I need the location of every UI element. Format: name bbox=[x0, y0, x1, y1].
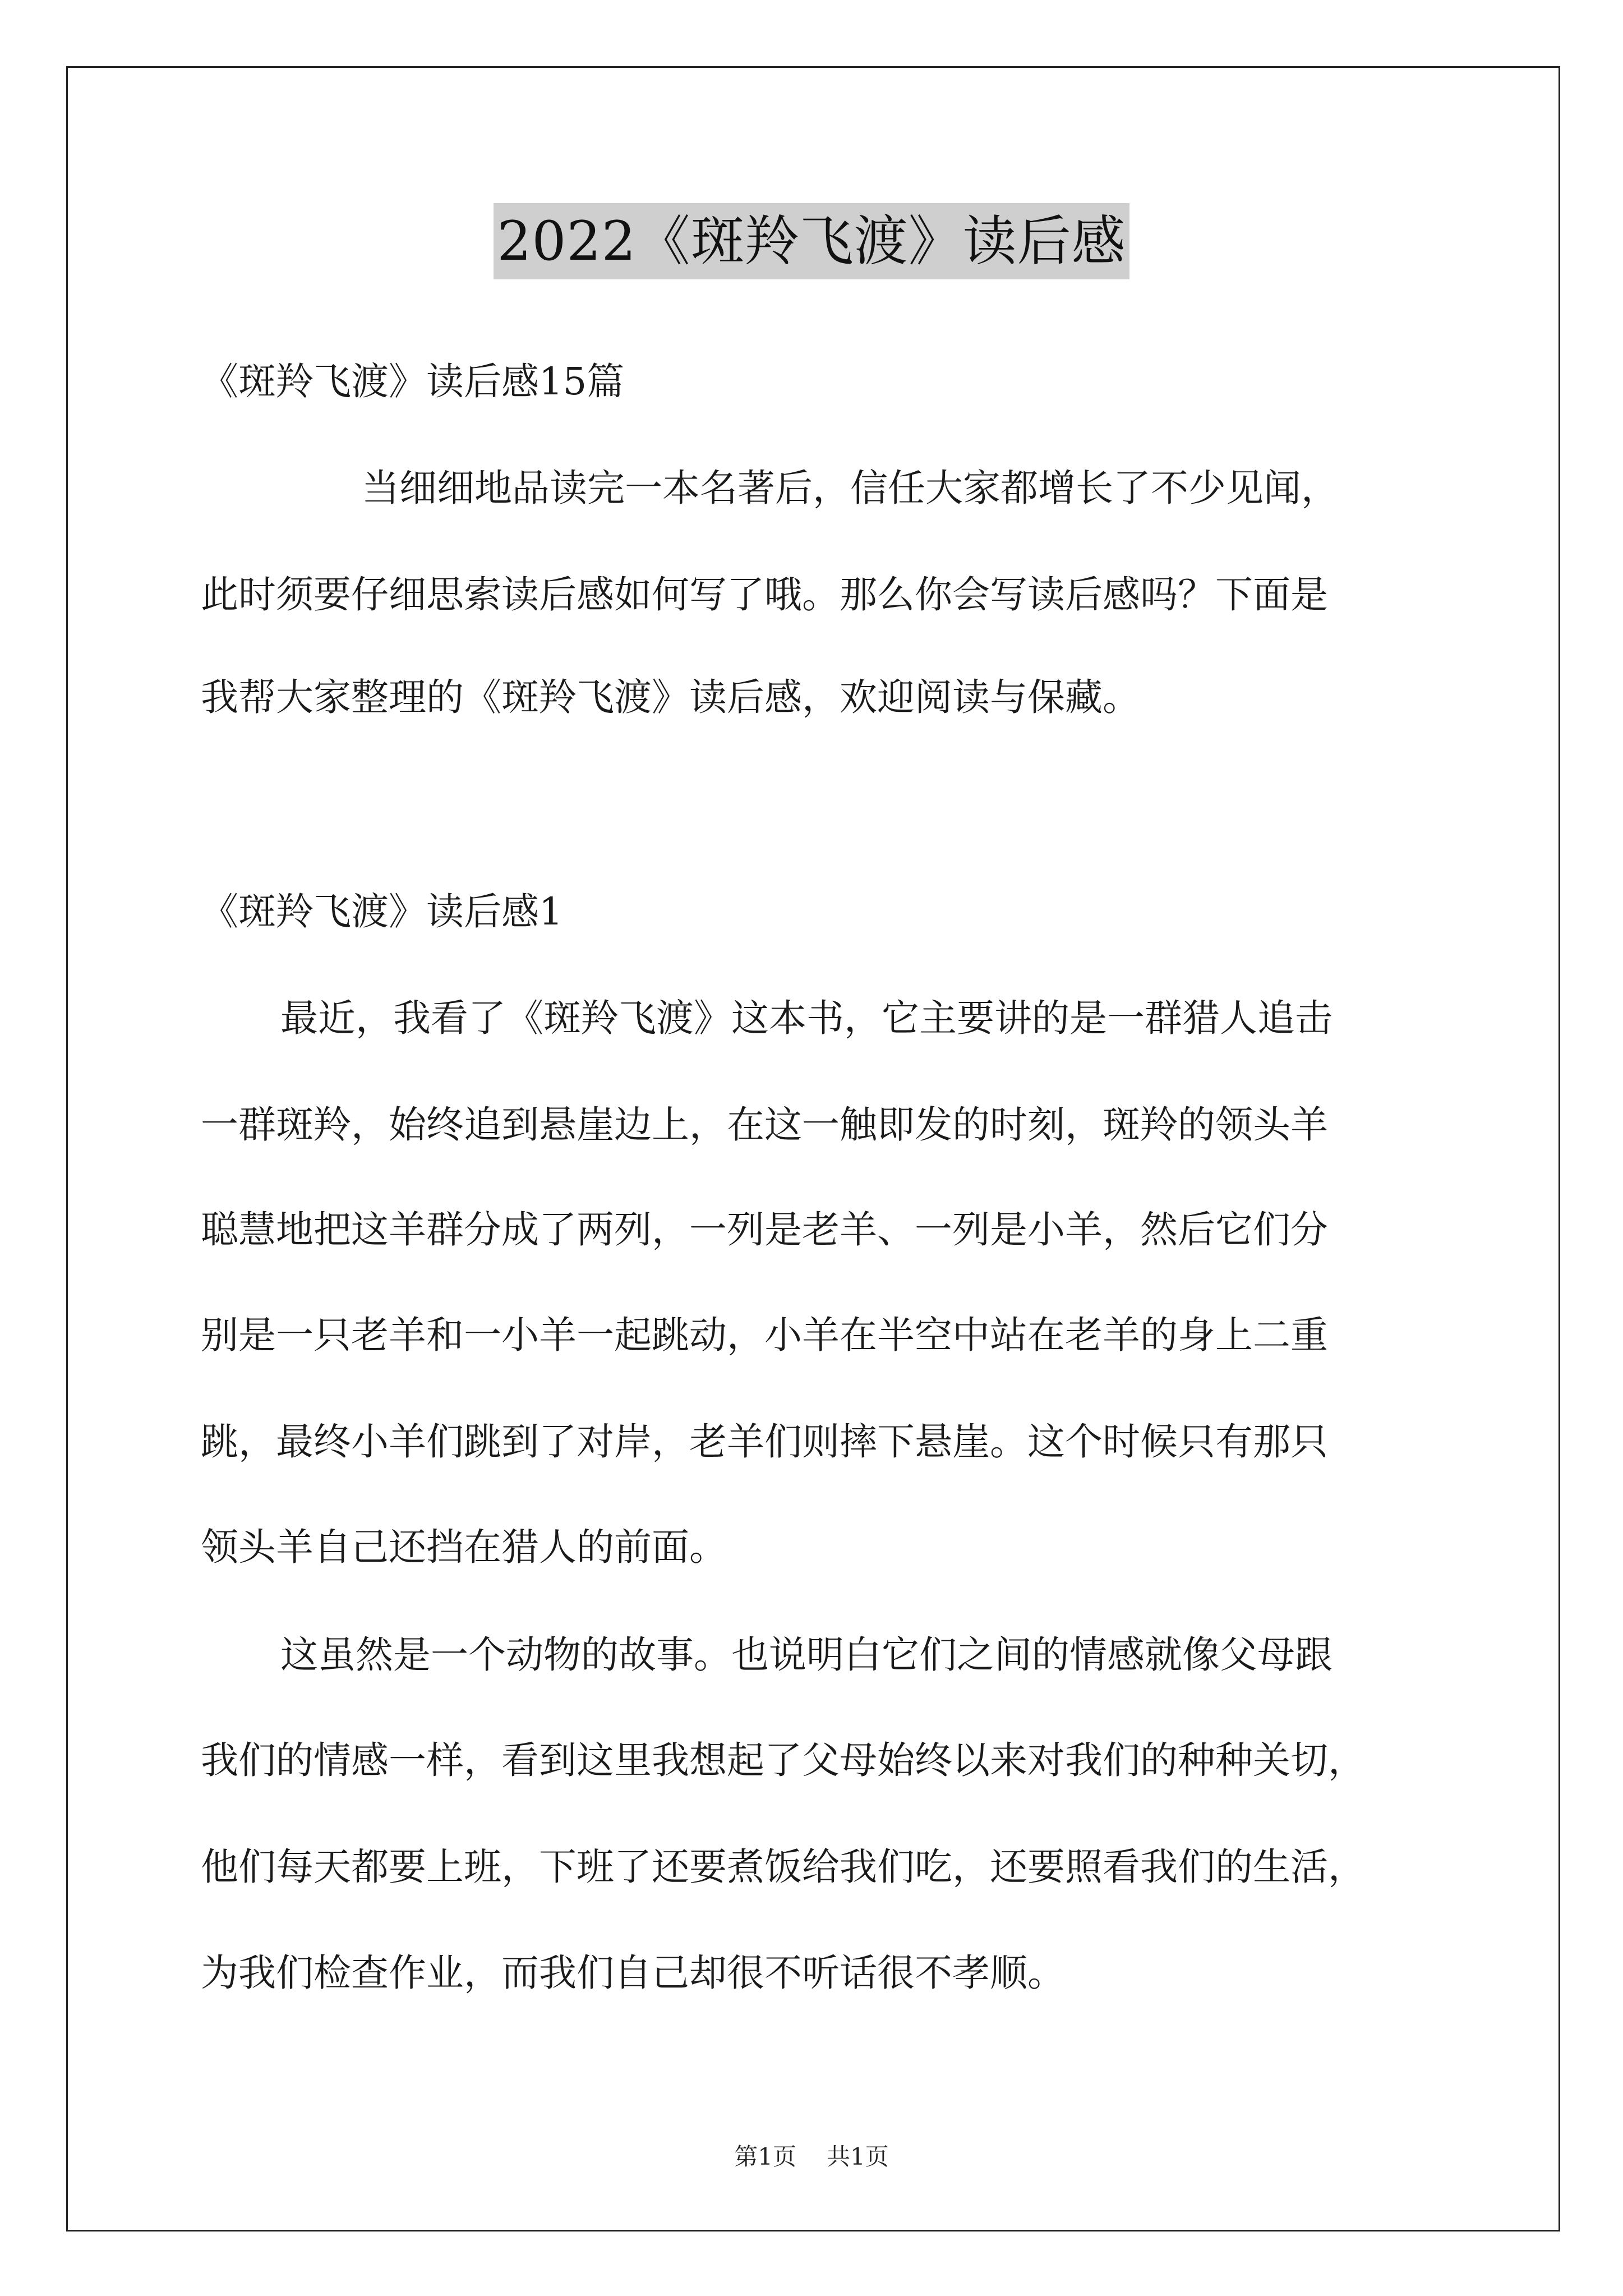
paragraph-line: 领头羊自己还挡在猎人的前面。 bbox=[201, 1525, 727, 1569]
document-title: 2022《斑羚飞渡》读后感 bbox=[494, 203, 1129, 279]
paragraph-line: 这虽然是一个动物的故事。也说明白它们之间的情感就像父母跟 bbox=[280, 1633, 1332, 1677]
intro-line: 我帮大家整理的《斑羚飞渡》读后感，欢迎阅读与保藏。 bbox=[201, 675, 1140, 719]
section-heading: 《斑羚飞渡》读后感1 bbox=[201, 890, 563, 933]
paragraph-line: 跳，最终小羊们跳到了对岸，老羊们则摔下悬崖。这个时候只有那只 bbox=[201, 1420, 1328, 1464]
intro-line: 此时须要仔细思索读后感如何写了哦。那么你会写读后感吗？下面是 bbox=[201, 573, 1328, 616]
paragraph-line: 我们的情感一样，看到这里我想起了父母始终以来对我们的种种关切， bbox=[201, 1738, 1366, 1782]
page-total: 共1页 bbox=[827, 2143, 889, 2170]
title-container bbox=[0, 203, 1623, 279]
page-number: 第1页 bbox=[734, 2143, 796, 2170]
paragraph-line: 他们每天都要上班，下班了还要煮饭给我们吃，还要照看我们的生活， bbox=[201, 1845, 1366, 1889]
paragraph-line: 聪慧地把这羊群分成了两列，一列是老羊、一列是小羊，然后它们分 bbox=[201, 1208, 1328, 1251]
page-footer bbox=[0, 2140, 1623, 2174]
document-subtitle: 《斑羚飞渡》读后感15篇 bbox=[201, 360, 625, 403]
paragraph-line: 别是一只老羊和一小羊一起跳动，小羊在半空中站在老羊的身上二重 bbox=[201, 1313, 1328, 1357]
intro-line: 当细细地品读完一本名著后，信任大家都增长了不少见闻， bbox=[362, 466, 1339, 510]
paragraph-line: 为我们检查作业，而我们自己却很不听话很不孝顺。 bbox=[201, 1951, 1065, 1995]
paragraph-line: 一群斑羚，始终追到悬崖边上，在这一触即发的时刻，斑羚的领头羊 bbox=[201, 1103, 1328, 1147]
paragraph-line: 最近，我看了《斑羚飞渡》这本书，它主要讲的是一群猎人追击 bbox=[280, 996, 1332, 1040]
